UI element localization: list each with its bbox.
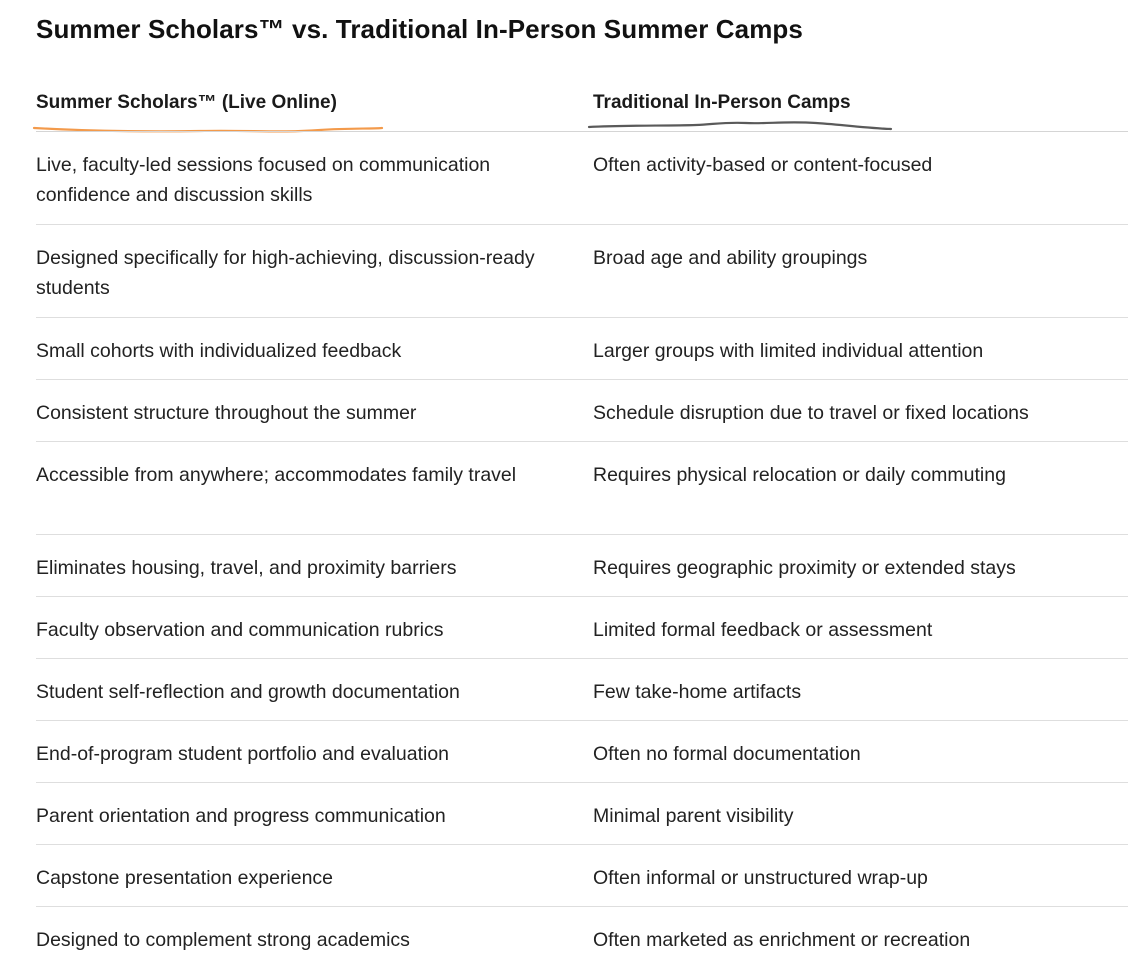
traditional-camps-cell: Often marketed as enrichment or recreation — [593, 929, 971, 951]
column-header-summer-scholars: Summer Scholars™ (Live Online) — [36, 92, 337, 113]
table-row — [36, 659, 1128, 721]
summer-scholars-cell: Small cohorts with individualized feedback — [36, 340, 402, 362]
traditional-camps-cell: Requires geographic proximity or extended stays — [593, 557, 1016, 579]
traditional-camps-cell: Schedule disruption due to travel or fixed locations — [593, 402, 1029, 424]
summer-scholars-cell: Designed specifically for high-achieving, discussion-ready students — [36, 247, 535, 299]
table-row — [36, 721, 1128, 783]
table-row — [36, 907, 1128, 969]
column-header-traditional-camps: Traditional In-Person Camps — [593, 92, 851, 113]
table-row — [36, 225, 1128, 318]
traditional-camps-cell: Requires physical relocation or daily commuting — [593, 464, 1006, 486]
table-row — [36, 318, 1128, 380]
page-title: Summer Scholars™ vs. Traditional In-Person Summer Camps — [36, 14, 803, 44]
summer-scholars-cell: Designed to complement strong academics — [36, 929, 410, 951]
table-row — [36, 845, 1128, 907]
table-row — [36, 442, 1128, 535]
traditional-camps-cell: Often no formal documentation — [593, 743, 861, 765]
summer-scholars-cell: Capstone presentation experience — [36, 867, 334, 889]
summer-scholars-cell: End-of-program student portfolio and evaluation — [36, 743, 450, 765]
comparison-table — [0, 132, 1128, 969]
traditional-camps-cell: Often informal or unstructured wrap-up — [593, 867, 928, 889]
table-row — [36, 132, 1128, 225]
traditional-camps-cell: Minimal parent visibility — [593, 805, 794, 827]
traditional-camps-cell: Often activity-based or content-focused — [593, 154, 933, 176]
traditional-camps-cell: Broad age and ability groupings — [593, 247, 868, 269]
summer-scholars-cell: Accessible from anywhere; accommodates family travel — [36, 464, 517, 486]
bottom-fade — [0, 962, 1128, 976]
traditional-camps-cell: Few take-home artifacts — [593, 681, 802, 703]
summer-scholars-cell: Student self-reflection and growth documentation — [36, 681, 460, 703]
traditional-camps-cell: Limited formal feedback or assessment — [593, 619, 933, 641]
summer-scholars-cell: Parent orientation and progress communication — [36, 805, 446, 827]
summer-scholars-cell: Live, faculty-led sessions focused on communication confidence and discussion skills — [36, 154, 491, 206]
table-row — [36, 783, 1128, 845]
summer-scholars-cell: Faculty observation and communication rubrics — [36, 619, 444, 641]
table-row — [36, 380, 1128, 442]
table-row — [36, 535, 1128, 597]
summer-scholars-cell: Consistent structure throughout the summer — [36, 402, 417, 424]
traditional-camps-cell: Larger groups with limited individual attention — [593, 340, 984, 362]
summer-scholars-cell: Eliminates housing, travel, and proximity barriers — [36, 557, 457, 579]
table-row — [36, 597, 1128, 659]
